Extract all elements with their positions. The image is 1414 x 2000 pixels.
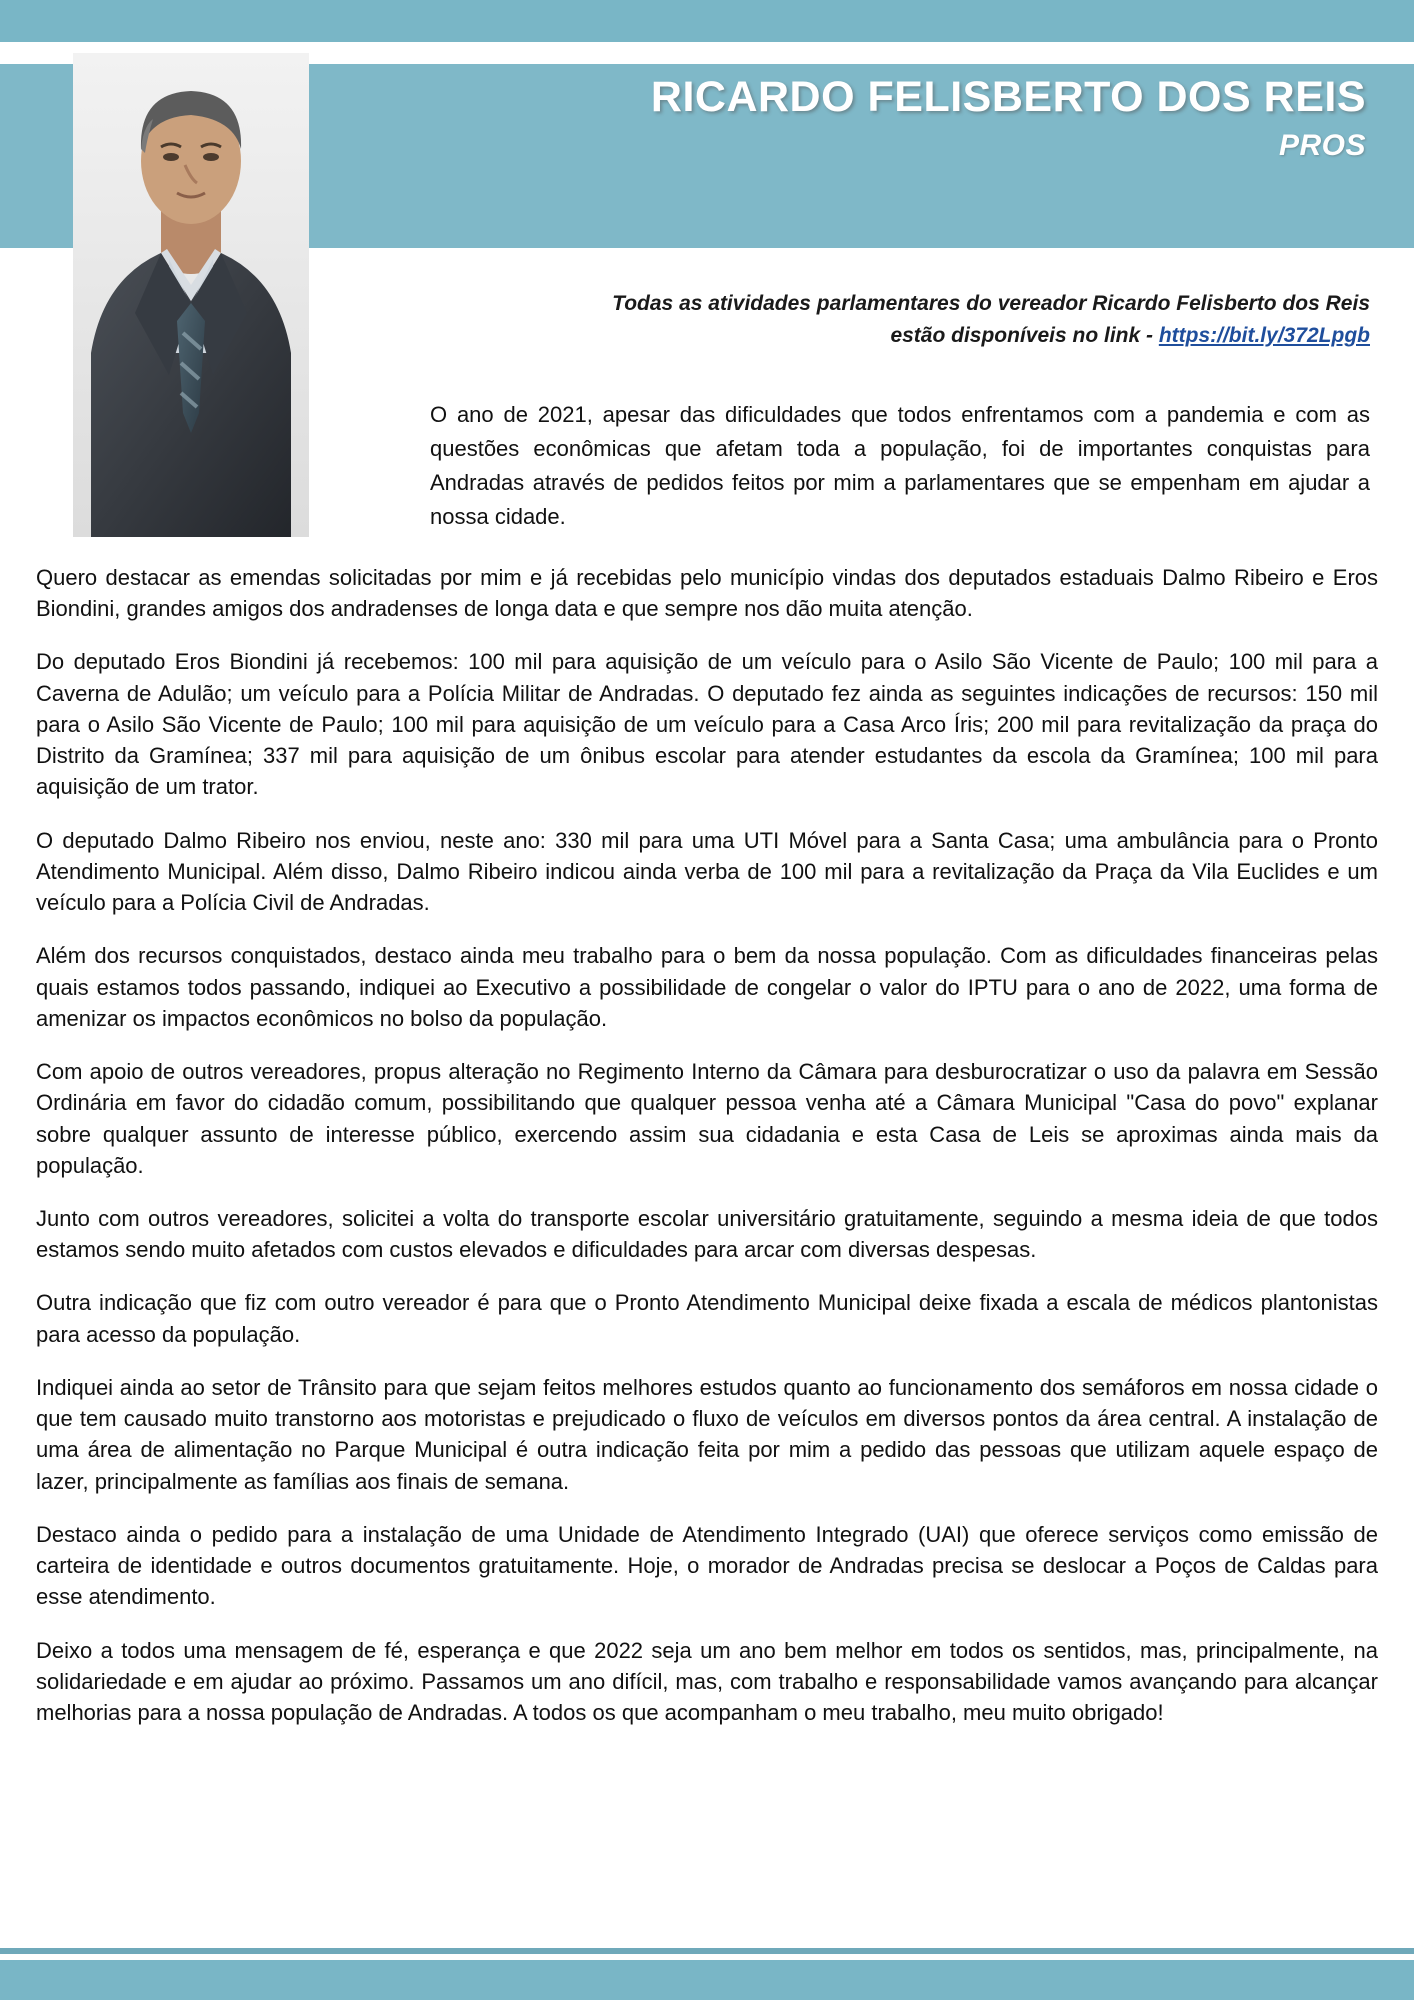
intro-lead-line2 (430, 320, 1370, 352)
page-title: RICARDO FELISBERTO DOS REIS (650, 73, 1366, 121)
party-label: PROS (1278, 129, 1366, 163)
body-paragraph: Com apoio de outros vereadores, propus alteração no Regimento Interno da Câmara para desburocratizar o uso da palavra em Sessão Ordinária em favor do cidadão comum, possibilitando que qualquer pessoa venha até a Câmara Municipal "Casa do povo" explanar sobre qualquer assunto de interesse público, exercendo assim sua cidadania e esta Casa de Leis se aproximas ainda mais da população. (36, 1059, 1378, 1178)
body-paragraph: O deputado Dalmo Ribeiro nos enviou, neste ano: 330 mil para uma UTI Móvel para a Santa Casa; uma ambulância para o Pronto Atendimento Municipal. Além disso, Dalmo Ribeiro indicou ainda verba de 100 mil para a revitalização da Praça da Vila Euclides e um veículo para a Polícia Civil de Andradas. (36, 827, 1378, 916)
intro-lead-line1: Todas as atividades parlamentares do vereador Ricardo Felisberto dos Reis (612, 292, 1370, 315)
body-paragraph: Indiquei ainda ao setor de Trânsito para que sejam feitos melhores estudos quanto ao funcionamento dos semáforos em nossa cidade o que tem causado muito transtorno aos motoristas e prejudicado o fluxo de veículos em diversos pontos da área central. A instalação de uma área de alimentação no Parque Municipal é outra indicação feita por mim a pedido das pessoas que utilizam aquele espaço de lazer, principalmente as famílias aos finais de semana. (36, 1374, 1378, 1494)
body-text (36, 562, 1378, 1728)
intro-lead-prefix: estão disponíveis no link - (890, 323, 1159, 347)
body-paragraph: Do deputado Eros Biondini já recebemos: 100 mil para aquisição de um veículo para o Asilo São Vicente de Paulo; 100 mil para a Caverna de Adulão; um veículo para a Polícia Militar de Andradas. O deputado fez ainda as seguintes indicações de recursos: 150 mil para o Asilo São Vicente de Paulo; 100 mil para aquisição de um veículo para a Casa Arco Íris; 200 mil para revitalização da praça do Distrito da Gramínea; 337 mil para aquisição de um ônibus escolar para atender estudantes da escola da Gramínea; 100 mil para aquisição de um trator. (36, 649, 1378, 800)
body-paragraph: Deixo a todos uma mensagem de fé, esperança e que 2022 seja um ano bem melhor em todos os sentidos, mas, principalmente, na solidariedade e em ajudar ao próximo. Passamos um ano difícil, mas, com trabalho e responsabilidade vamos avançando para alcançar melhorias para a nossa população de Andradas. A todos os que acompanham o meu trabalho, meu muito obrigado! (36, 1637, 1378, 1726)
body-paragraph: Outra indicação que fiz com outro vereador é para que o Pronto Atendimento Municipal deixe fixada a escala de médicos plantonistas para acesso da população. (36, 1290, 1378, 1347)
body-paragraph: Quero destacar as emendas solicitadas por mim e já recebidas pelo município vindas dos deputados estaduais Dalmo Ribeiro e Eros Biondini, grandes amigos dos andradenses de longa data e que sempre nos dão muita atenção. (36, 565, 1378, 622)
bottom-accent-line (0, 1948, 1414, 1954)
header-titles (366, 74, 1366, 163)
activities-link[interactable]: https://bit.ly/372Lpgb (1158, 323, 1370, 347)
bottom-accent-band (0, 1960, 1414, 2000)
body-paragraph: Junto com outros vereadores, solicitei a volta do transporte escolar universitário gratuitamente, seguindo a mesma ideia de que todos estamos sendo muito afetados com custos elevados e dificuldades para arcar com diversas despesas. (36, 1205, 1378, 1263)
portrait-photo (73, 53, 309, 537)
body-paragraph: Destaco ainda o pedido para a instalação de uma Unidade de Atendimento Integrado (UAI) que oferece serviços como emissão de carteira de identidade e outros documentos gratuitamente. Hoje, o morador de Andradas precisa se deslocar a Poços de Caldas para esse atendimento. (36, 1521, 1378, 1610)
body-paragraph: Além dos recursos conquistados, destaco ainda meu trabalho para o bem da nossa população. Com as dificuldades financeiras pelas quais estamos todos passando, indiquei ao Executivo a possibilidade de congelar o valor do IPTU para o ano de 2022, uma forma de amenizar os impactos econômicos no bolso da população. (36, 943, 1378, 1031)
intro-paragraph: O ano de 2021, apesar das dificuldades que todos enfrentamos com a pandemia e com as questões econômicas que afetam toda a população, foi de importantes conquistas para Andradas através de pedidos feitos por mim a parlamentares que se empenham em ajudar a nossa cidade. (430, 402, 1370, 530)
intro-lead (430, 288, 1370, 351)
top-accent-bar (0, 0, 1414, 42)
